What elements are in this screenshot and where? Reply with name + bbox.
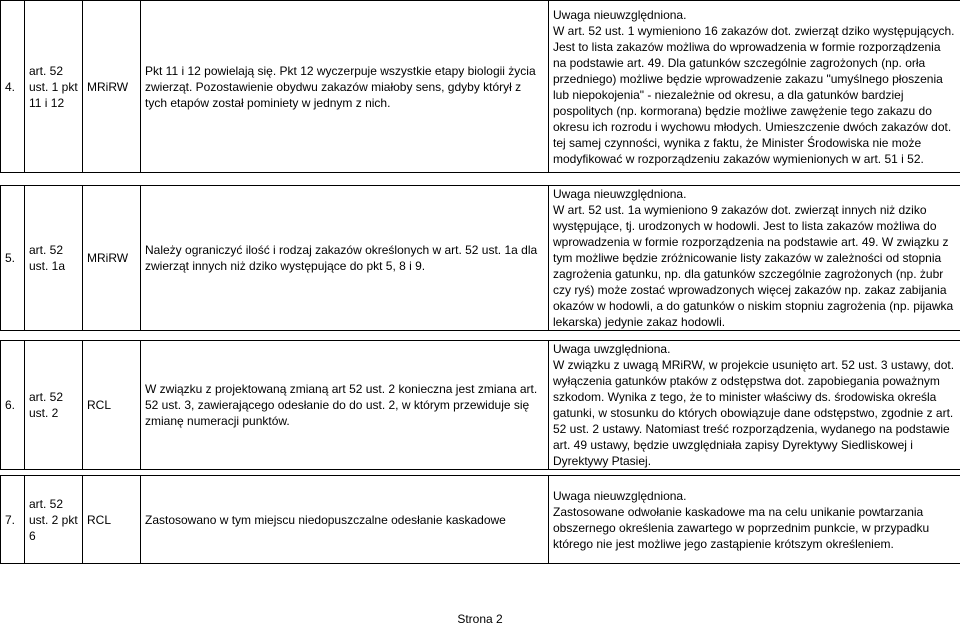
reporting-body: RCL <box>83 341 141 470</box>
row-number: 6. <box>1 341 25 470</box>
table-row <box>1 1 960 173</box>
reporting-body: MRiRW <box>83 1 141 173</box>
table-row <box>1 341 960 470</box>
row-number: 4. <box>1 1 25 173</box>
reporting-body: MRiRW <box>83 186 141 331</box>
article-reference: art. 52 ust. 2 <box>25 341 83 470</box>
remark-text: Zastosowano w tym miejscu niedopuszczalne odesłanie kaskadowe <box>141 476 549 564</box>
table-row <box>1 186 960 331</box>
remark-text: Należy ograniczyć ilość i rodzaj zakazów określonych w art. 52 ust. 1a dla zwierząt innych niż dziko występujące do pkt 5, 8 i 9. <box>141 186 549 331</box>
response-cell <box>549 341 960 470</box>
row-number: 5. <box>1 186 25 331</box>
response-comment: W związku z uwagą MRiRW, w projekcie usunięto art. 52 ust. 3 ustawy, dot. wyłączenia gatunków ptaków z odstępstwa dot. zapobiegania poważnym szkodom. Wynika z tego, że to minister właściwy ds. środowiska określa gatunki, w stosunku do których obowiązuje dane odstępstwo, zgodnie z art. 52 ust. 2 ustawy. Natomiast treść rozporządzenia, wydanego na podstawie art. 49 ustawy, będzie uwzględniała zapisy Dyrektywy Siedliskowej i Dyrektywy Ptasiej. <box>553 358 955 468</box>
response-status: Uwaga nieuwzględniona. <box>553 187 687 201</box>
row-number: 7. <box>1 476 25 564</box>
article-reference: art. 52 ust. 1a <box>25 186 83 331</box>
response-comment: W art. 52 ust. 1a wymieniono 9 zakazów dot. zwierząt innych niż dziko występujące, tj. urodzonych w hodowli. Jest to lista zakazów możliwa do wprowadzenia w formie rozporządzenia na podstawie art. 49. W związku z tym możliwe będzie zróżnicowanie listy zakazów w zależności od stopnia zagrożenia gatunku, np. dla gatunków szczególnie zagrożonych (np. żubr czy ryś) może zostać wprowadzonych więcej zakazów np. zakaz zabijania okazów w hodowli, a do gatunków o niskim stopniu zagrożenia (np. pijawka lekarska) jedynie zakaz hodowli. <box>553 203 954 329</box>
page-number: Strona 2 <box>457 612 503 626</box>
response-status: Uwaga uwzględniona. <box>553 342 671 356</box>
response-cell <box>549 476 960 564</box>
response-status: Uwaga nieuwzględniona. <box>553 7 687 22</box>
response-comment: W art. 52 ust. 1 wymieniono 16 zakazów dot. zwierząt dziko występujących. Jest to lista zakazów możliwa do wprowadzenia w formie rozporządzenia na podstawie art. 49. Dla gatunków szczególnie zagrożonych (np. orła przedniego) możliwe będzie wprowadzenie zakazu "umyślnego płoszenia lub niepokojenia" - niezależnie od okresu, a dla gatunków bardziej pospolitych (np. kormorana) będzie możliwe zawężenie tego zakazu do okresu ich rozrodu i wychowu młodych. Umieszczenie dwóch zakazów dot. tej samej czynności, wynika z faktu, że Minister Środowiska nie może modyfikować w rozporządzeniu zakazów wymienionych w art. 51 i 52. <box>553 23 955 166</box>
response-status: Uwaga nieuwzględniona. <box>553 488 687 503</box>
response-cell <box>549 186 960 331</box>
article-reference: art. 52 ust. 1 pkt 11 i 12 <box>25 1 83 173</box>
table-row <box>1 476 960 564</box>
response-comment: Zastosowane odwołanie kaskadowe ma na celu unikanie powtarzania obszernego określenia zawartego w poprzednim punkcie, w przypadku którego nie jest możliwe jego zastąpienie krótszym określeniem. <box>553 504 930 551</box>
reporting-body: RCL <box>83 476 141 564</box>
response-cell <box>549 1 960 173</box>
article-reference: art. 52 ust. 2 pkt 6 <box>25 476 83 564</box>
remark-text: W związku z projektowaną zmianą art 52 ust. 2 konieczna jest zmiana art. 52 ust. 3, zawierającego odesłanie do do ust. 2, w którym przewiduje się zmianę numeracji punktów. <box>141 341 549 470</box>
remark-text: Pkt 11 i 12 powielają się. Pkt 12 wyczerpuje wszystkie etapy biologii życia zwierząt. Pozostawienie obydwu zakazów miałoby sens, gdyby którył z tych etapów został pominiety w jednym z nich. <box>141 1 549 173</box>
